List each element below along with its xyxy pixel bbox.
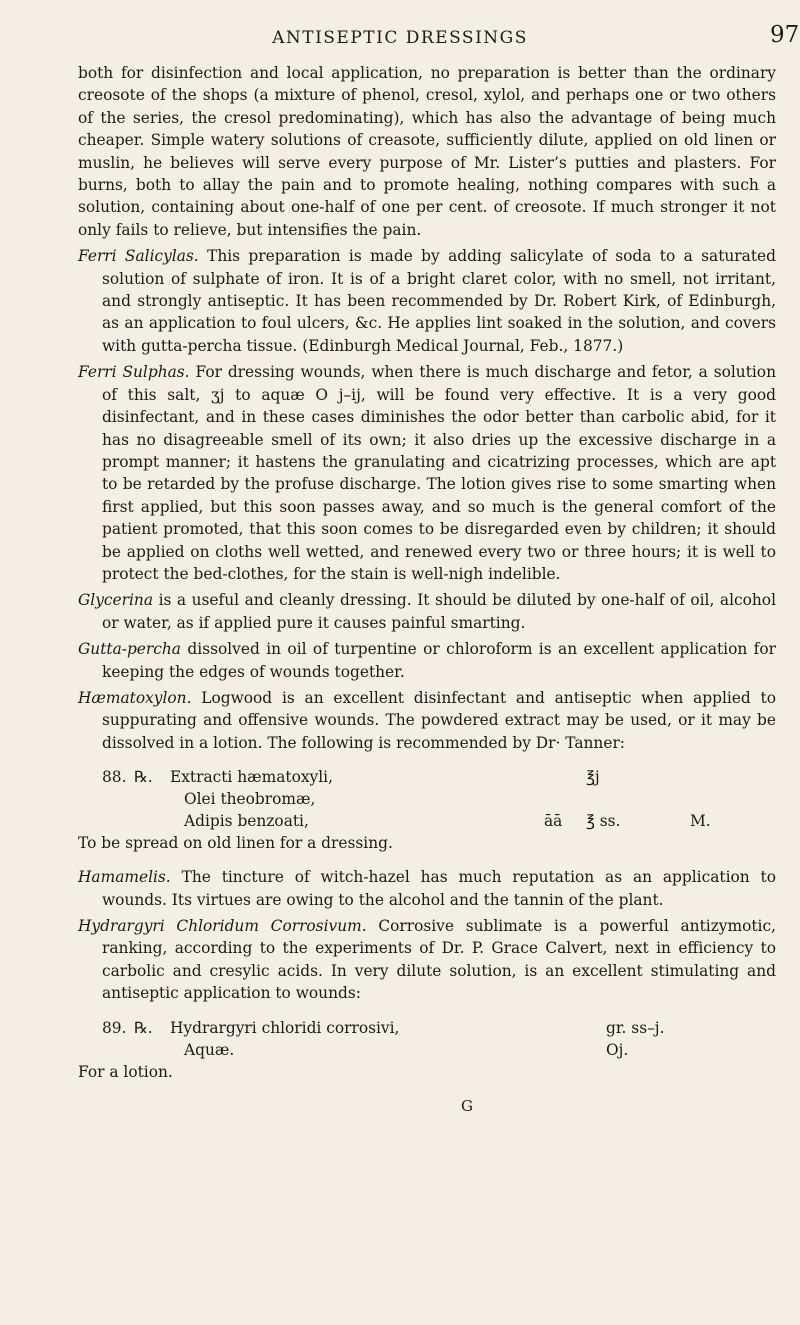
misce-mark: M.	[690, 812, 711, 831]
prescription-line	[78, 1017, 776, 1039]
prescription-line	[78, 810, 776, 832]
entry-gutta-percha	[78, 638, 776, 683]
ingredient-name: Aquæ.	[184, 1040, 235, 1059]
prescription-direction: To be spread on old linen for a dressing.	[78, 834, 393, 853]
page-body	[78, 62, 776, 1117]
entry-text: dissolved in oil of turpentine or chloroform is an excellent application for keeping the edges of wounds together.	[102, 640, 776, 681]
entry-term: Hydrargyri Chloridum Corrosivum.	[78, 917, 367, 935]
entry-term: Hæmatoxylon.	[78, 688, 192, 707]
entry-text: Corrosive sublimate is a powerful antizymotic, ranking, according to the experiments of Dr. P. Grace Calvert, next in efficiency to carbolic and cresylic acids. In very dilute solution, is an excellent stimulating and antiseptic application to wounds:	[102, 917, 776, 1003]
entry-term: Hamamelis.	[78, 868, 171, 887]
ingredient-name: Olei theobromæ,	[184, 790, 316, 809]
prescription-direction: For a lotion.	[78, 1062, 173, 1081]
entry-text: This preparation is made by adding salicylate of soda to a saturated solution of sulphate of iron. It is of a bright claret color, with no smell, not irritant, and strongly antiseptic. It has been recommended by Dr. Robert Kirk, of Edinburgh, as an application to foul ulcers, &c. He applies lint soaked in the solution, and covers with gutta-percha tissue. (Edinburgh Medical Journal, Feb., 1877.)	[102, 247, 776, 355]
entry-haematoxylon	[78, 687, 776, 754]
entry-ferri-sulphas	[78, 361, 776, 585]
prescription-line	[78, 766, 776, 788]
entry-term: Gutta-percha	[78, 640, 181, 659]
running-head: ANTISEPTIC DRESSINGS	[272, 28, 528, 48]
recipe-symbol: ℞.	[134, 768, 153, 787]
prescription-number: 89.	[102, 1018, 127, 1037]
ingredient-name: Extracti hæmatoxyli,	[170, 768, 333, 787]
prescription-number: 88.	[102, 768, 127, 787]
prescription-line	[78, 788, 776, 810]
signature-mark: G	[461, 1096, 473, 1115]
ingredient-dose: Oj.	[606, 1040, 629, 1059]
prescription-line	[78, 1039, 776, 1061]
ingredient-name: Adipis benzoati,	[184, 812, 309, 831]
paragraph-continuation: both for disinfection and local application, no preparation is better than the ordinary creosote of the shops (a mixture of phenol, cresol, xylol, and perhaps one or two others of the series, the cresol predominating), which has also the advantage of being much cheaper. Simple watery solutions of creasote, sufficiently dilute, applied on old linen or muslin, he believes will serve every purpose of Mr. Lister’s putties and plasters. For burns, both to allay the pain and to promote healing, nothing compares with such a solution, containing about one-half of one per cent. of creosote. If much stronger it not only fails to relieve, but intensifies the pain.	[78, 64, 776, 239]
entry-term: Ferri Salicylas.	[78, 247, 199, 266]
ingredient-name: Hydrargyri chloridi corrosivi,	[170, 1018, 400, 1037]
page-header	[0, 22, 800, 52]
recipe-symbol: ℞.	[134, 1018, 153, 1037]
entry-glycerina	[78, 589, 776, 634]
prescription-89	[78, 1017, 776, 1083]
ingredient-dose: ℥j	[586, 768, 600, 787]
entry-text: For dressing wounds, when there is much discharge and fetor, a solution of this salt, ʒj to aquæ O j–ij, will be found very effective. It is a very good disinfectant, and in these cases diminishes the odor better than carbolic abid, for it has no disagreeable smell of its own; it also dries up the excessive discharge in a prompt manner; it hastens the granulating and cicatrizing processes, which are apt to be retarded by the profuse discharge. The lotion gives rise to some smarting when first applied, but this soon passes away, and so much is the general comfort of the patient promoted, that this soon comes to be disregarded even by children; it should be applied on cloths well wetted, and renewed every two or three hours; it is well to protect the bed-clothes, for the stain is well-nigh indelible.	[102, 363, 776, 583]
ingredient-dose: gr. ss–j.	[606, 1018, 665, 1037]
entry-term: Ferri Sulphas.	[78, 363, 190, 382]
entry-hydrargyri	[78, 915, 776, 1005]
ana-mark: āā	[544, 812, 563, 831]
entry-ferri-salicylas	[78, 245, 776, 357]
ingredient-dose: ℥ ss.	[586, 812, 621, 831]
entry-text: The tincture of witch-hazel has much reputation as an application to wounds. Its virtues are owing to the alcohol and the tannin of the plant.	[102, 868, 776, 909]
entry-hamamelis	[78, 866, 776, 911]
entry-term: Glycerina	[78, 591, 154, 610]
entry-text: Logwood is an excellent disinfectant and antiseptic when applied to suppurating and offensive wounds. The powdered extract may be used, or it may be dissolved in a lotion. The following is recommended by Dr· Tanner:	[102, 688, 776, 752]
page-number: 97	[770, 22, 800, 48]
entry-text: is a useful and cleanly dressing. It should be diluted by one-half of oil, alcohol or water, as if applied pure it causes painful smarting.	[102, 591, 776, 632]
prescription-88	[78, 766, 776, 854]
